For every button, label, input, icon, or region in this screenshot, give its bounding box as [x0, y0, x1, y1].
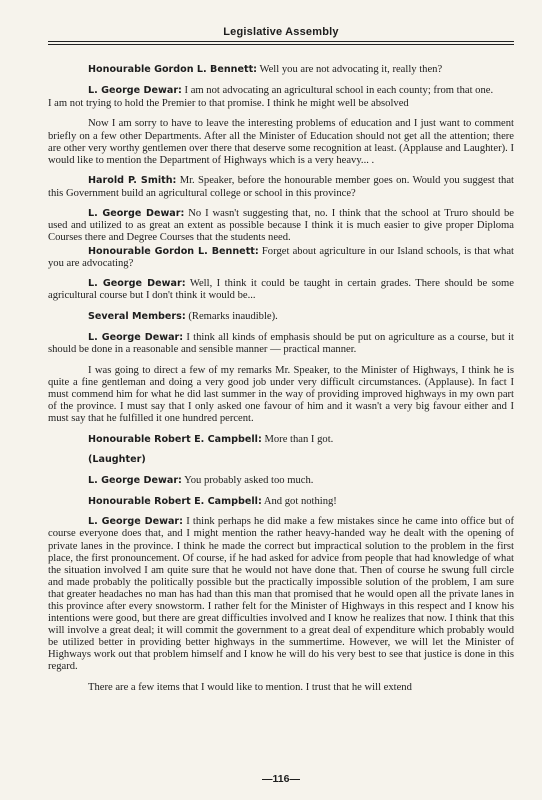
paragraph — [48, 496, 514, 508]
speaker-name: Honourable Robert E. Campbell: — [88, 433, 262, 445]
header-rule-bottom — [48, 44, 514, 45]
paragraph — [48, 246, 514, 270]
speaker-name: L. George Dewar: — [88, 331, 184, 343]
speaker-name: Honourable Gordon L. Bennett: — [88, 245, 259, 257]
speaker-name: (Laughter) — [88, 454, 146, 466]
paragraph — [48, 434, 514, 446]
speaker-name: L. George Dewar: — [88, 474, 182, 486]
speech-text: Forget about agriculture in our Island schools, is that what you are advocating? — [48, 245, 514, 269]
speech-text: I am not trying to hold the Premier to that promise. I think he might well be absolved — [48, 97, 409, 109]
paragraph — [48, 311, 514, 323]
paragraph — [48, 85, 514, 97]
speech-text: Well, I think it could be taught in certain grades. There should be some agricultural course but I don't think it would be... — [48, 278, 515, 302]
speech-text: And got nothing! — [261, 495, 337, 507]
paragraph — [48, 365, 514, 425]
paragraph — [48, 475, 514, 487]
speaker-name: Honourable Robert E. Campbell: — [88, 495, 262, 507]
speech-text: I think perhaps he did make a few mistakes since he came into office but of course everyone does that, and I might mention the rather heavy-handed way he dealt with the opening of private lanes in the province. I think he made the correct but impractical solution to the problem in the first place, the first pronouncement. Of course, if he had asked for advice from people that had knowledge of what the situation involved I am quite sure that he would not have done that. Then of course he swung full circle and made probably the politically possible but the practically impossible solution of the problem, I am sure that greater headaches no man has had than this man that promised that he would open all the private lanes in this province after every snowstorm. I rather felt for the Minister of Highways in this respect and I know his intentions were good, but there are great difficulties involved and I know he realizes that now. I think that this will involve a great deal; it will commit the government to a great deal of expenditure which probably would be utilized better in providing better highways in the summertime. However, we will let the Minister of Highways work out that problem himself and I know he will do his very best to see that justice is done in this regard. — [48, 516, 514, 673]
speech-text: I am not advocating an agricultural school in each county; from that one. — [181, 84, 494, 96]
paragraph — [48, 118, 514, 166]
speaker-name: Harold P. Smith: — [88, 175, 177, 187]
speaker-name: L. George Dewar: — [88, 208, 185, 220]
paragraph — [48, 682, 514, 694]
transcript-body — [48, 64, 514, 703]
speech-text: There are a few items that I would like to mention. I trust that he will extend — [88, 682, 412, 694]
page-number: —116— — [262, 773, 300, 785]
speech-text: No I wasn't suggesting that, no. I think that the school at Truro should be used and utilized to as great an extent as possible because I think it is much easier to give proper Diploma Courses there and Degree Courses that the students need. — [48, 208, 514, 244]
speaker-name: Honourable Gordon L. Bennett: — [88, 64, 257, 75]
paragraph — [48, 64, 514, 76]
speech-text: I was going to direct a few of my remarks Mr. Speaker, to the Minister of Highways, I think he is quite a fine gentleman and doing a very good job under very difficult circumstances. (Applause). In fact I must commend him for what he did last summer in the way of providing improved highways in my own part of the province. I must say that I only asked one favour of him and it wasn't a very big favour either and I must say that he fulfilled it one hundred percent. — [48, 364, 514, 424]
speech-text: Now I am sorry to have to leave the interesting problems of education and I just want to comment briefly on a few other Departments. After all the Minister of Education should not get all the attention; there are other very worthy gentlemen over there that deserve some recognition at least. (Applause and Laughter). I would like to mention the Department of Highways which is a very heavy... . — [48, 118, 514, 166]
paragraph — [48, 454, 514, 466]
header-rule-top — [48, 41, 514, 42]
paragraph — [48, 278, 514, 302]
speech-text: Well you are not advocating it, really then? — [257, 64, 443, 75]
paragraph — [48, 98, 514, 110]
paragraph — [48, 208, 514, 244]
speech-text: (Remarks inaudible). — [185, 311, 278, 323]
speaker-name: Several Members: — [88, 311, 186, 323]
speech-text: Mr. Speaker, before the honourable member goes on. Would you suggest that this Government build an agricultural college or school in this province? — [48, 175, 514, 199]
paragraph — [48, 175, 514, 199]
paragraph — [48, 516, 514, 673]
page-header: Legislative Assembly — [223, 26, 339, 38]
speaker-name: L. George Dewar: — [88, 278, 186, 290]
speech-text: I think all kinds of emphasis should be put on agriculture as a course, but it should be done in a reasonable and sensible manner — practical manner. — [48, 331, 514, 355]
speaker-name: L. George Dewar: — [88, 516, 183, 528]
paragraph — [48, 332, 514, 356]
speech-text: You probably asked too much. — [181, 474, 314, 486]
speaker-name: L. George Dewar: — [88, 84, 182, 96]
speech-text: More than I got. — [261, 433, 334, 445]
